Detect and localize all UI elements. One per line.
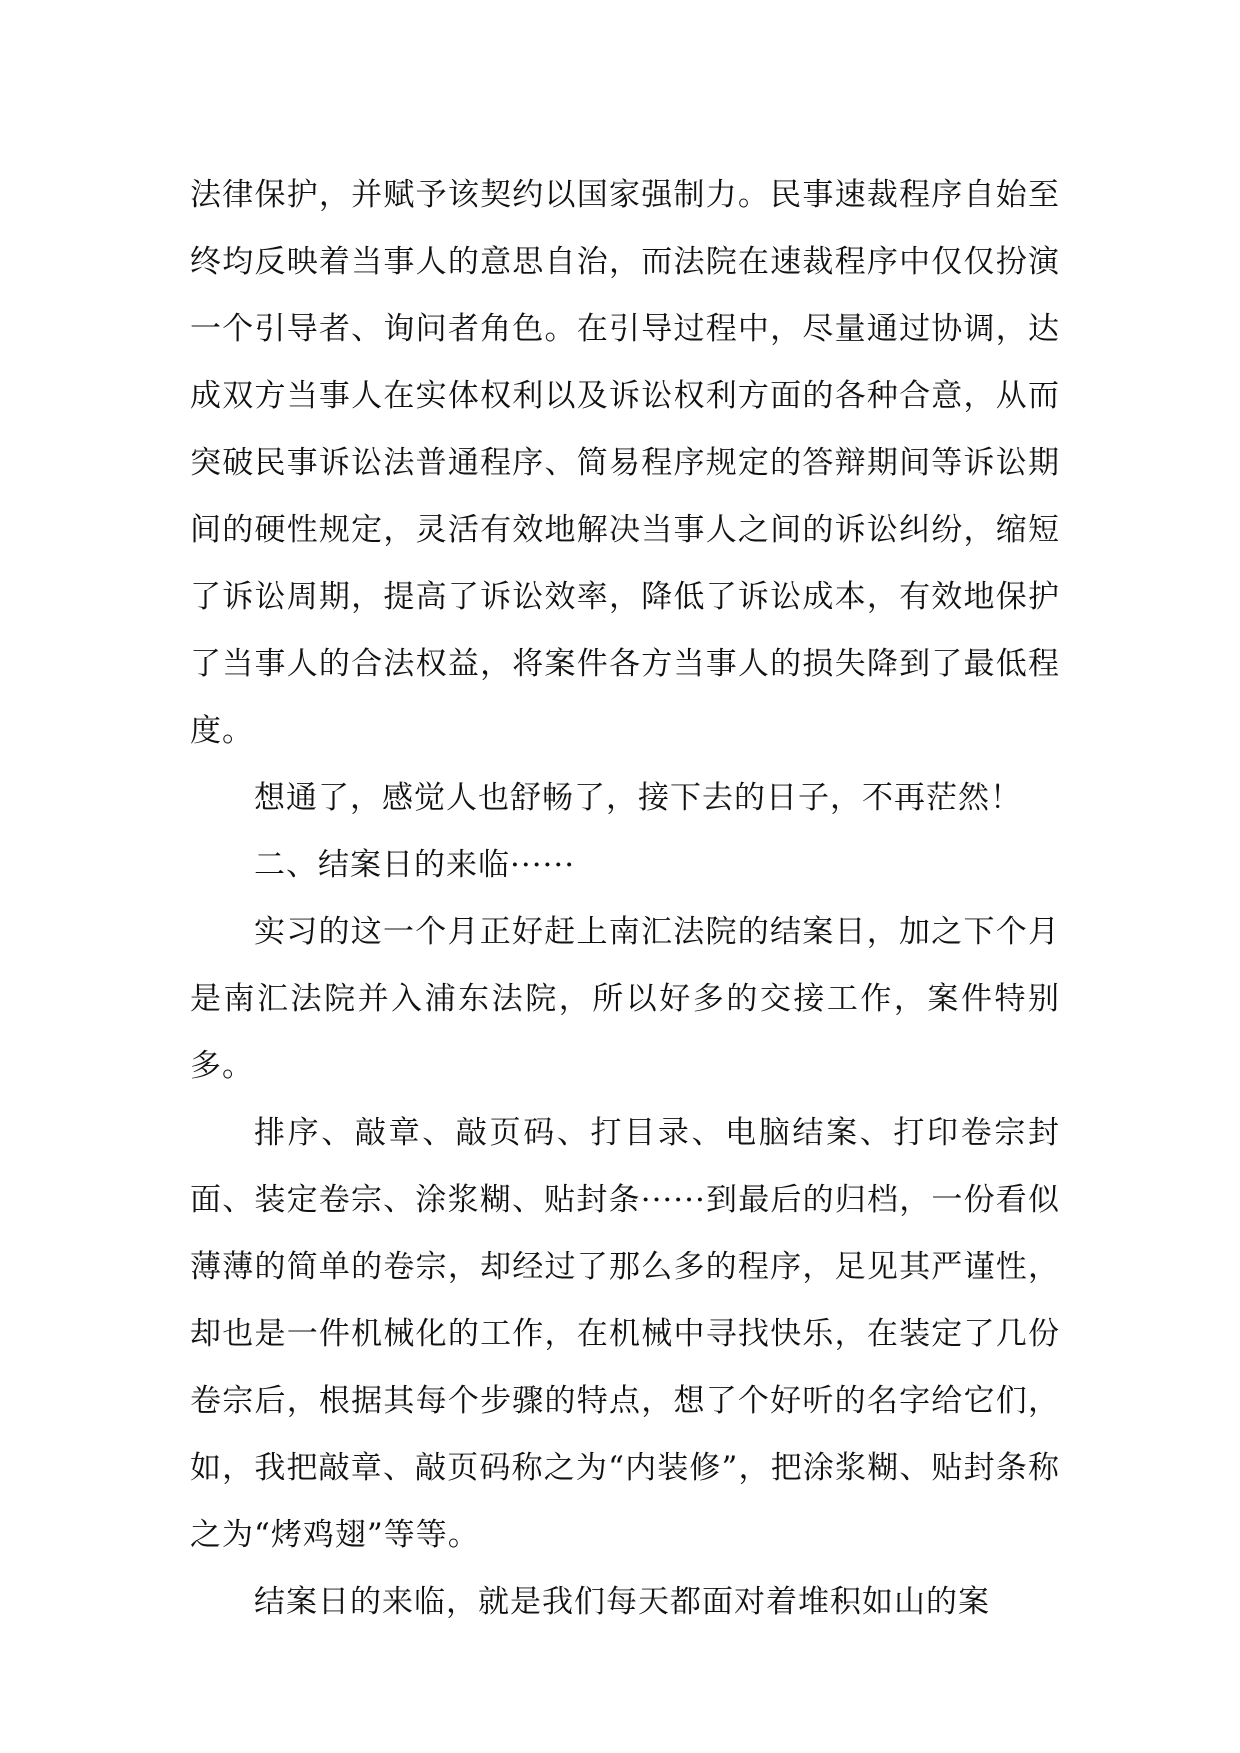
paragraph-relief: 想通了，感觉人也舒畅了，接下去的日子，不再茫然！	[254, 780, 1022, 816]
section-heading: 二、结案日的来临······	[254, 847, 576, 883]
paragraph-filing-steps: 排序、敲章、敲页码、打目录、电脑结案、打印卷宗封面、装定卷宗、涂浆糊、贴封条······到最后的归档，一份看似薄薄的简单的卷宗，却经过了那么多的程序，足见其严谨性，却也是一件机械化的工作，在机械中寻找快乐，在装定了几份卷宗后，根据其每个步骤的特点，想了个好听的名字给它们，如，我把敲章、敲页码称之为“内装修”，把涂浆糊、贴封条称之为“烤鸡翅”等等。	[190, 1115, 1060, 1553]
paragraph-continuation: 法律保护，并赋予该契约以国家强制力。民事速裁程序自始至终均反映着当事人的意思自治，而法院在速裁程序中仅仅扮演一个引导者、询问者角色。在引导过程中，尽量通过协调，达成双方当事人在实体权利以及诉讼权利方面的各种合意，从而突破民事诉讼法普通程序、简易程序规定的答辩期间等诉讼期间的硬性规定，灵活有效地解决当事人之间的诉讼纠纷，缩短了诉讼周期，提高了诉讼效率，降低了诉讼成本，有效地保护了当事人的合法权益，将案件各方当事人的损失降到了最低程度。	[190, 177, 1060, 749]
paragraph-closing-day: 实习的这一个月正好赶上南汇法院的结案日，加之下个月是南汇法院并入浦东法院，所以好多的交接工作，案件特别多。	[190, 914, 1060, 1084]
paragraph-closing-arrival: 结案日的来临，就是我们每天都面对着堆积如山的案	[254, 1584, 990, 1620]
document-body	[190, 162, 1060, 1636]
